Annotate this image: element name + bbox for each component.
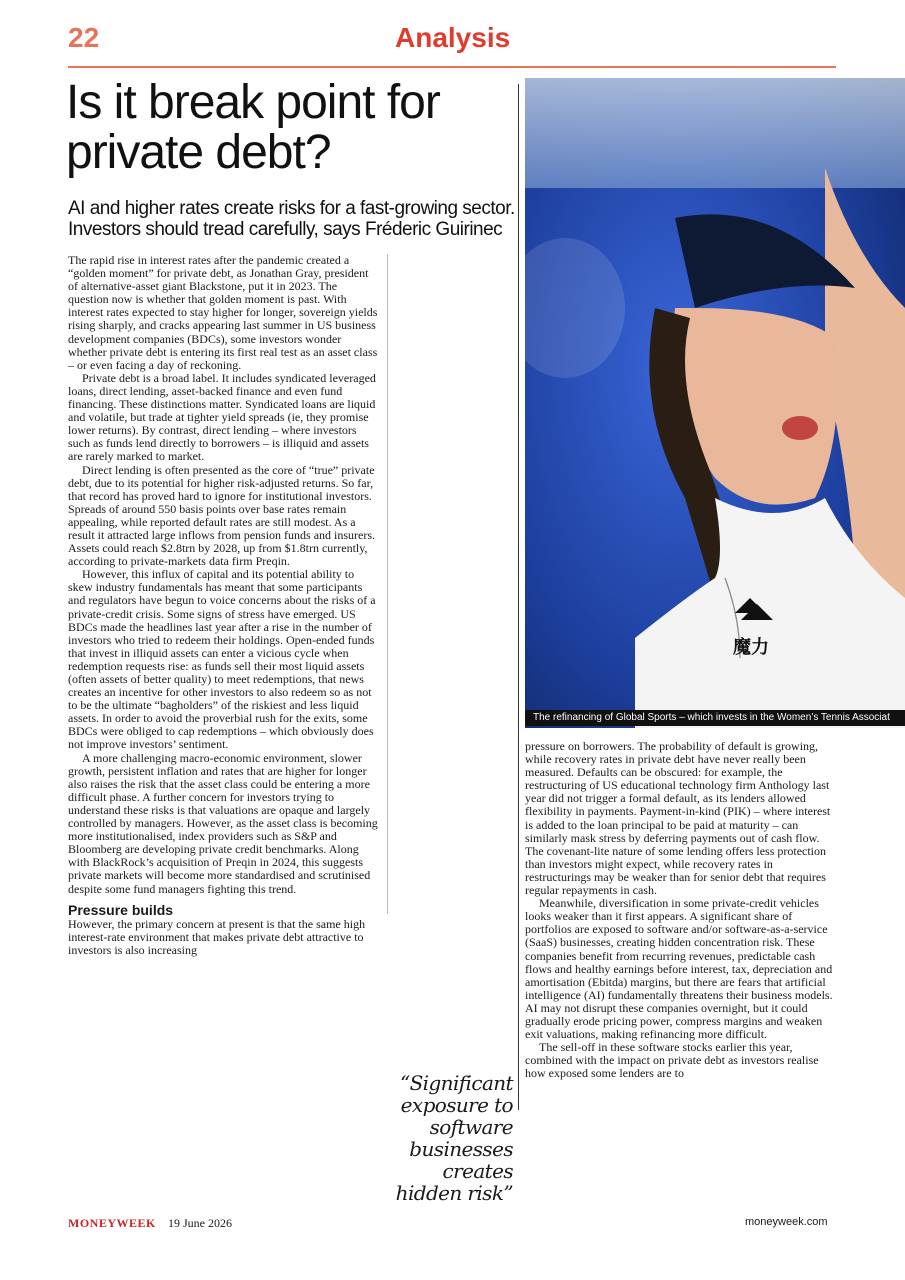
paragraph: Direct lending is often presented as the core of “true” private debt, due to its potential for higher risk-adjusted returns. So far, that record has proved hard to ignore for institutional investors. Spreads of around 550 basis points over base rates remain appealing, while reported default rates are still modest. As a result it attracted large inflows from pension funds and insurers. Assets could reach $2.8trn by 2028, up from $1.8trn currently, according to private-markets data firm Preqin. [68,462,376,569]
moneyweek-logo: MONEYWEEK [68,1216,156,1230]
shirt-text: 魔力 [733,637,769,658]
column-left [68,254,380,957]
header-rule [68,66,836,68]
paragraph: However, this influx of capital and its potential ability to skew industry fundamentals has meant that some participants and regulators have begun to voice concerns about the risks of a private-credit crisis. Some signs of stress have emerged. US BDCs made the headlines last year after a rise in the number of investors who tried to redeem their holdings. Open-ended funds that invest in illiquid assets can enter a vicious cycle when redemption requests rise: as funds sell their most liquid assets (often assets of better quality) to meet redemptions, that news creates an incentive for other investors to also redeem so as not to be the ultimate “bagholders” of the riskiest and less liquid assets. In order to avoid the proverbial rush for the exits, some BDCs were obliged to cap redemptions – which obviously does not improve investors’ sentiment. [68,567,376,752]
column-divider [387,254,388,914]
article-photo [525,78,905,728]
paragraph: A more challenging macro-economic environment, slower growth, persistent inflation and rates that are higher for longer also raises the risk that the asset class could be entering a more difficult phase. A further concern for investors trying to understand these risks is that valuations are opaque and largely controlled by managers. However, as the asset class is becoming more institutionalised, index providers such as S&P and Bloomberg are developing private credit benchmarks. Along with BlackRock’s acquisition of Preqin in 2024, this suggests private markets will become more standardised and scrutinised despite some fund managers fighting this trend. [68,750,378,896]
paragraph: However, the primary concern at present is that the same high interest-rate environment that makes private debt attractive to investors is also increasing [68,916,366,957]
subhead: Pressure builds [68,901,174,918]
paragraph: pressure on borrowers. The probability of default is growing, while recovery rates in private debt have never really been measured. Defaults can be obscured: for example, the restructuring of US educational technology firm Anthology last year did not trigger a formal default, as its lenders allowed flexibility in payments. Payment-in-kind (PIK) – where interest is added to the loan principal to be paid at maturity – can similarly mask stress by deferring payments out of cash flow. The covenant-lite nature of some lending offers less protection than investors might expect, while recovery rates in restructurings may be weaker than for senior debt that requires regular repayments in cash. [525,739,831,898]
section-title: Analysis [395,22,511,53]
paragraph: Meanwhile, diversification in some private-credit vehicles looks weaker than it first appears. A significant share of portfolios are exposed to software and/or software-as-a-service (SaaS) businesses, creating hidden concentration risk. These companies benefit from recurring revenues, predictable cash flows and healthy earnings before interest, tax, depreciation and amortisation (Ebitda) margins, but there are fears that artificial intelligence (AI) fundamentally threatens their business models. AI may not disrupt these companies overnight, but it could gradually erode pricing power, compress margins and weaken exit valuations, making refinancing more difficult. [525,896,833,1042]
issue-date: 19 June 2026 [168,1216,232,1230]
paragraph: The sell-off in these software stocks earlier this year, combined with the impact on private debt as investors realise how exposed some lenders are to [525,1040,819,1081]
photo-caption: The refinancing of Global Sports – which invests in the Women’s Tennis Associat [525,710,905,726]
website-url[interactable]: moneyweek.com [745,1216,828,1228]
pullquote: “Significant exposure to software businesses creates hidden risk” [395,1071,513,1205]
column-right [525,740,837,1080]
page-number: 22 [68,22,100,53]
headline: Is it break point for private debt? [66,76,440,179]
standfirst: AI and higher rates create risks for a fast-growing sector. Investors should tread carefully, says Fréderic Guirinec [68,198,515,240]
tennis-player-photo [525,78,905,728]
paragraph: The rapid rise in interest rates after the pandemic created a “golden moment” for private debt, as Jonathan Gray, president of alternative-asset giant Blackstone, put it in 2023. The question now is whether that golden moment is past. With interest rates expected to stay higher for longer, sovereign yields rising sharply, and cracks appearing last summer in US business development companies (BDCs), some investors wonder whether private debt is entering its first real test as an asset class – or even facing a day of reckoning. [68,253,378,372]
paragraph: Private debt is a broad label. It includes syndicated leveraged loans, direct lending, asset-backed finance and even fund financing. These distinctions matter. Syndicated loans are liquid and volatile, but trade at tighter yield spreads (ie, they promise lower returns). By contrast, direct lending – where investors such as funds lend directly to borrowers – is illiquid and assets are rarely marked to market. [68,370,376,464]
pullquote-divider [518,84,519,1110]
